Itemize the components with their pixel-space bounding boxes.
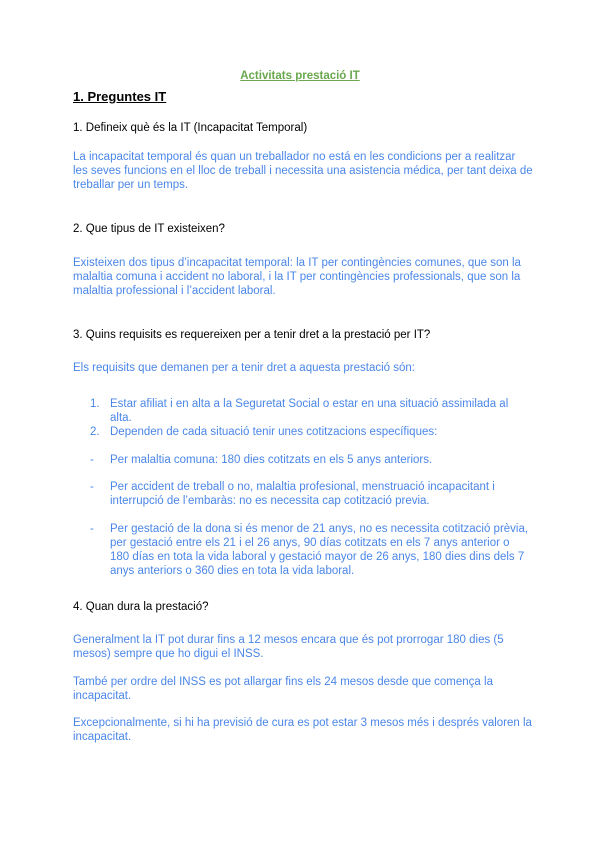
- list-marker: -: [90, 481, 94, 493]
- list-marker: -: [90, 523, 94, 535]
- question-2: 2. Que tipus de IT existeixen?: [73, 223, 225, 235]
- requirement-item: [90, 397, 530, 425]
- list-text: Per accident de treball o no, malaltia profesional, menstruació incapacitant i interrupció de l’embaràs: no es necessita cap cotització previa.: [110, 481, 495, 507]
- question-4: 4. Quan dura la prestació?: [73, 601, 209, 613]
- answer-1: La incapacitat temporal és quan un treballador no está en les condicions per a realitzar les seves funcions en el lloc de treball i necessita una asistencia médica, per tant deixa de treballar per un temps.: [73, 151, 533, 191]
- document-title: Activitats prestació IT: [240, 70, 360, 82]
- list-text: Per malaltia comuna: 180 dies cotitzats en els 5 anys anteriors.: [110, 454, 433, 466]
- answer-4-paragraph-1: Generalment la IT pot durar fins a 12 mesos encara que és pot prorrogar 180 dies (5 mesos) sempre que ho digui el INSS.: [73, 634, 504, 660]
- list-text: Estar afiliat i en alta a la Seguretat Social o estar en una situació assimilada al alta.: [110, 398, 509, 424]
- requirement-item: [90, 522, 530, 578]
- question-3: 3. Quins requisits es requereixen per a tenir dret a la prestació per IT?: [73, 329, 431, 341]
- requirement-item: [90, 480, 530, 508]
- list-marker: 1.: [90, 398, 100, 410]
- list-text: Per gestació de la dona si és menor de 21 anys, no es necessita cotització prèvia, per gestació entre els 21 i el 26 anys, 90 días cotitzats en els 7 anys anterior o 180 días en tota la vida laboral y gestació mayor de 26 anys, 180 dies dins dels 7 anys anteriors o 360 dies en tota la vida laboral.: [110, 523, 529, 577]
- answer-2: Existeixen dos tipus d’incapacitat temporal: la IT per contingències comunes, que son la malaltia comuna i accident no laboral, i la IT per contingències professionals, que son la malaltia professional i l’accident laboral.: [73, 257, 521, 297]
- answer-3-intro: Els requisits que demanen per a tenir dret a aquesta prestació són:: [73, 362, 416, 374]
- list-marker: -: [90, 454, 94, 466]
- list-marker: 2.: [90, 426, 100, 438]
- answer-4-paragraph-3: Excepcionalmente, si hi ha previsió de cura es pot estar 3 mesos més i després valoren la incapacitat.: [73, 717, 532, 743]
- list-text: Dependen de cada situació tenir unes cotitzacions específiques:: [110, 426, 438, 438]
- section-heading: 1. Preguntes IT: [73, 89, 167, 104]
- requirement-item: [90, 453, 530, 467]
- requirement-item: [90, 425, 530, 439]
- question-1: 1. Defineix què és la IT (Incapacitat Temporal): [73, 122, 308, 134]
- answer-4-paragraph-2: També per ordre del INSS es pot allargar fins els 24 mesos desde que comença la incapacitat.: [73, 676, 493, 702]
